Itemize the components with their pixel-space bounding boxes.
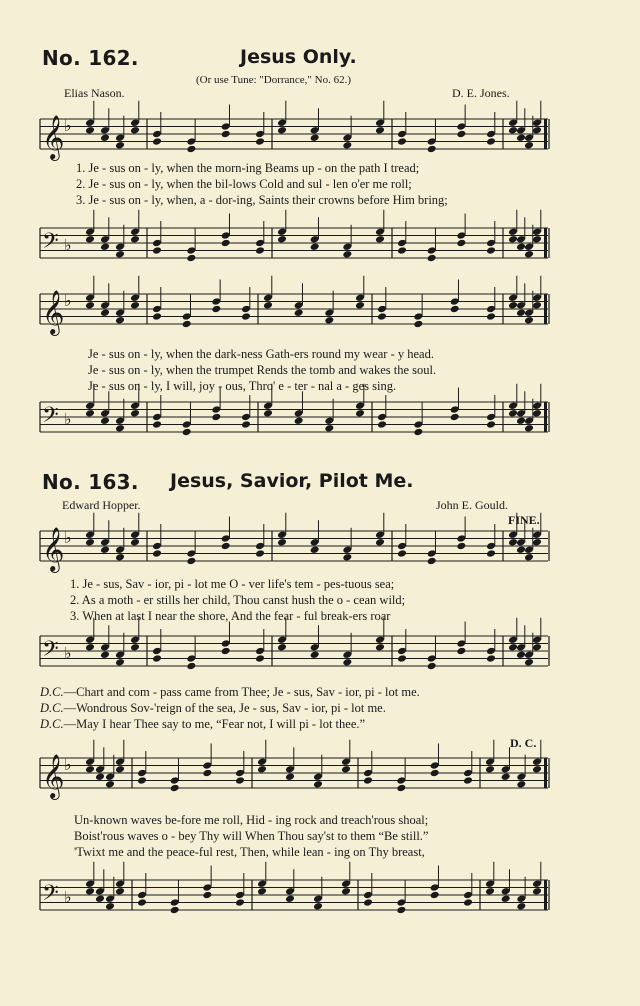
verse-2-line: 2. Je - sus on - ly, when the bil-lows Cold and sul - len o'er me roll; (76, 177, 412, 191)
hymn-number: No. 163. (42, 470, 139, 494)
note-head (115, 887, 125, 896)
note-head (463, 898, 473, 907)
author: Edward Hopper. (62, 498, 141, 512)
treble-clef-icon: 𝄞 (42, 753, 65, 798)
treble-clef-icon: 𝄞 (42, 289, 65, 334)
note-head (257, 887, 267, 896)
verse-2-line: Je - sus on - ly, when the trumpet Rends the tomb and wakes the soul. (88, 363, 437, 377)
bass-clef-icon: 𝄢 (42, 229, 59, 259)
final-barline (544, 880, 547, 910)
note-head (105, 902, 115, 911)
flat-icon: ♭ (64, 291, 72, 310)
note-head (501, 894, 511, 903)
note-head (485, 887, 495, 896)
note-head (85, 887, 95, 896)
dc-mark: D. C. (510, 736, 537, 750)
verse-1-line: 1. Je - sus, Sav - ior, pi - lot me O - ver life's tem - pes-tuous sea; (70, 577, 395, 591)
verse-3-line: 3. When at last I near the shore, And the fear - ful break-ers roar (70, 609, 391, 623)
flat-icon: ♭ (64, 409, 72, 429)
verse-3-line: Je - sus on - ly, I will, joy - ous, Thro' e - ter - nal a - ges sing. (88, 379, 397, 393)
note-head (430, 891, 440, 900)
verse-1-line: 1. Je - sus on - ly, when the morn-ing Beams up - on the path I tread; (76, 161, 420, 175)
verse-1-line: Un-known waves be-fore me roll, Hid - ing rock and treach'rous shoal; (74, 813, 429, 827)
note-head (137, 898, 147, 907)
note-head (202, 891, 212, 900)
flat-icon: ♭ (64, 116, 72, 135)
hymn-number: No. 162. (42, 46, 139, 70)
verse-2-line: Boist'rous waves o - bey Thy will When Thou say'st to them “Be still.” (74, 829, 429, 843)
note-head (363, 898, 373, 907)
flat-icon: ♭ (64, 643, 72, 663)
bass-clef-icon: 𝄢 (42, 403, 59, 433)
flat-icon: ♭ (64, 528, 72, 547)
verse-1-line: Je - sus on - ly, when the dark-ness Gath-ers round my wear - y head. (88, 347, 434, 361)
note-head (95, 894, 105, 903)
hymn-title: Jesus Only. (240, 46, 357, 68)
bass-clef-icon: 𝄢 (42, 881, 59, 911)
flat-icon: ♭ (64, 887, 72, 907)
note-head (235, 898, 245, 907)
note-head (170, 906, 180, 915)
flat-icon: ♭ (64, 235, 72, 255)
treble-clef-icon: 𝄞 (42, 526, 65, 571)
tune-note: (Or use Tune: "Dorrance," No. 62.) (196, 74, 352, 86)
composer: D. E. Jones. (452, 86, 510, 100)
treble-clef-icon: 𝄞 (42, 114, 65, 159)
note-head (396, 906, 406, 915)
note-head (341, 887, 351, 896)
verse-3-line: 3. Je - sus on - ly, when, a - dor-ing, Saints their crowns before Him bring; (76, 193, 448, 207)
flat-icon: ♭ (64, 755, 72, 774)
verse-2-line: 2. As a moth - er stills her child, Thou canst hush the o - cean wild; (70, 593, 406, 607)
dc-line: D.C.—Chart and com - pass came from Thee; Je - sus, Sav - ior, pi - lot me. (40, 685, 420, 699)
composer: John E. Gould. (436, 498, 508, 512)
dc-line: D.C.—May I hear Thee say to me, “Fear not, I will pi - lot thee.” (40, 717, 366, 731)
author: Elias Nason. (64, 86, 125, 100)
bass-clef-icon: 𝄢 (42, 637, 59, 667)
fine-mark: FINE. (508, 513, 540, 527)
hymn-title: Jesus, Savior, Pilot Me. (170, 470, 414, 492)
note-head (516, 902, 526, 911)
dc-line: D.C.—Wondrous Sov-'reign of the sea, Je - sus, Sav - ior, pi - lot me. (40, 701, 386, 715)
note-head (285, 894, 295, 903)
note-head (313, 902, 323, 911)
verse-3-line: 'Twixt me and the peace-ful rest, Then, while lean - ing on Thy breast, (74, 845, 425, 859)
note-head (532, 887, 542, 896)
